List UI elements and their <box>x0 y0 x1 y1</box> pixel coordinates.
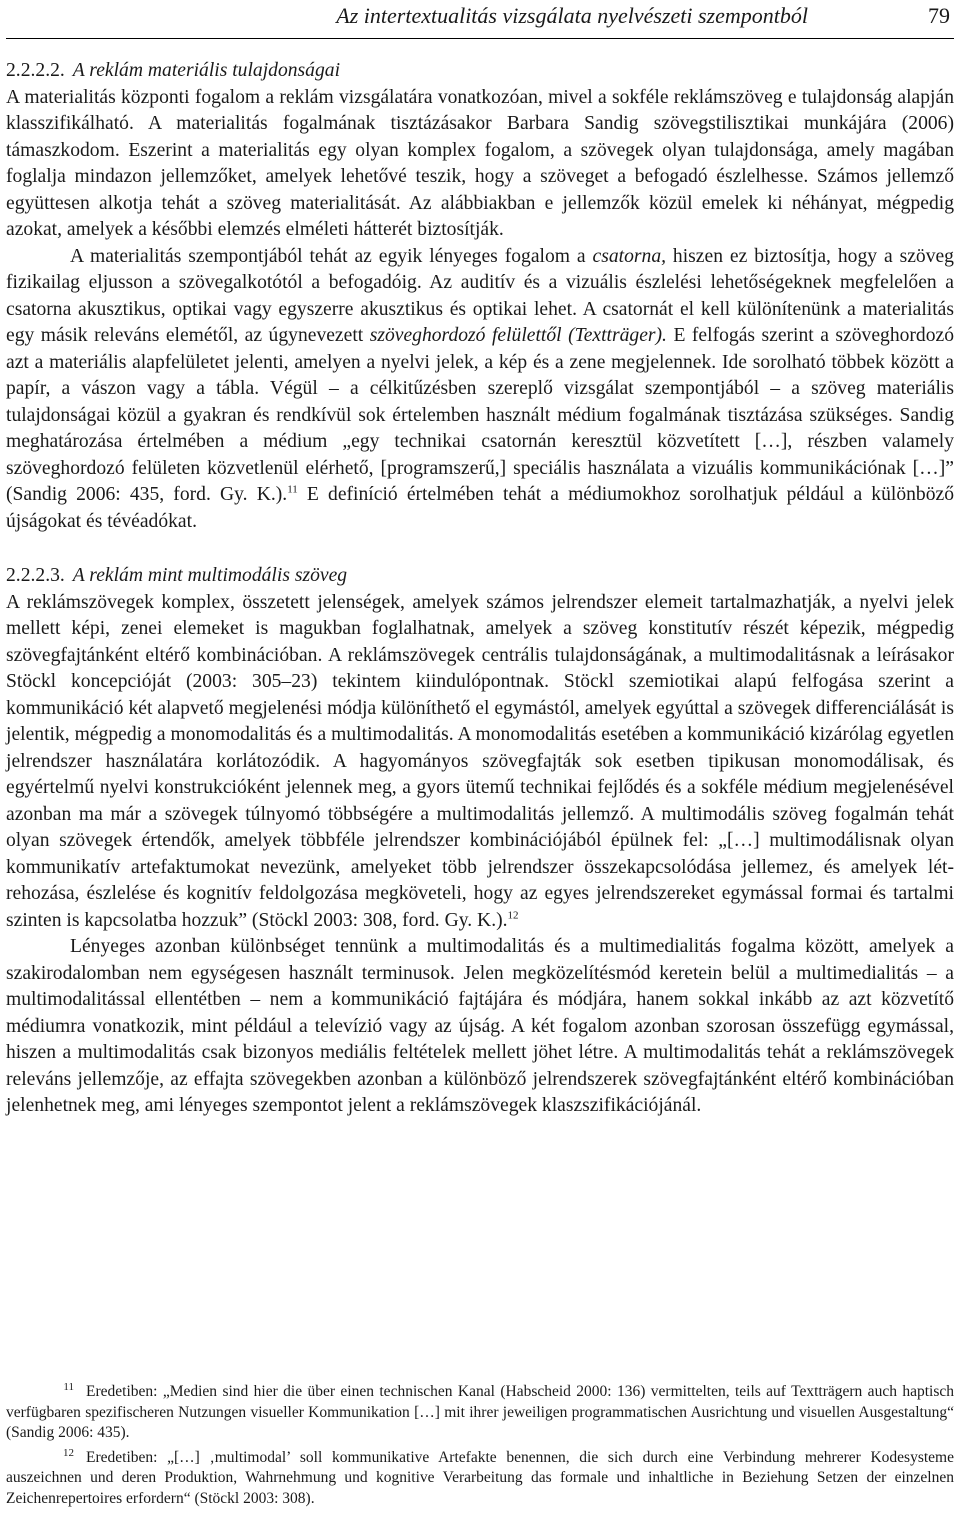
section-heading-multimodalis <box>6 563 954 590</box>
paragraph: Lényeges azonban különbséget tennünk a multimodalitás és a multimedialitás fogalma között, amelyek a szakirodalomban nem egységesen használt terminusok. Jelen megközelítésmód keretein belül a multimedialitás – a multimodalitással ellentétben – nem a kommunikáció fajtájára és módjára, hanem sokkal inkább az azt közvetítő médiumra vonatkozik, mint például a televízió vagy az újság. A két fogalom azonban szorosan összefügg egymással, hiszen a multimodalitás csak bizonyos mediális feltételek mellett jöhet létre. A multimodalitás tehát a reklámszövegek releváns jellemzője, az effajta szövegekben azonban a különböző jelrendszerek szövegfajtánként eltérő kombinációban jelenhetnek meg, ami lényeges szempontot jelent a reklámszövegek klaszszifikációjánál. <box>6 936 954 1116</box>
paragraph-text: E definíció értelmében tehát a médiumokhoz sorolhatjuk például a különböző újságokat és tévéadókat. <box>6 484 954 532</box>
header-rule <box>6 38 954 39</box>
footnote-marker: 12 <box>63 1446 74 1459</box>
footnotes <box>6 1382 954 1513</box>
footnote-marker: 11 <box>63 1380 74 1393</box>
footnote-11 <box>6 1382 954 1444</box>
page-number: 79 <box>928 3 950 28</box>
main-text <box>6 58 954 1120</box>
running-title: Az intertextualitás vizsgálata nyelvészeti szempontból <box>336 3 808 28</box>
section-heading-materialis <box>6 58 954 85</box>
footnote-ref-11[interactable]: 11 <box>287 483 298 496</box>
footnote-ref-12[interactable]: 12 <box>507 908 519 921</box>
section-title: A reklám mint multimodális szöveg <box>72 565 348 586</box>
italic-term: szöveghordozó felülettől (Textträger). <box>369 325 667 346</box>
paragraph-text: hiszen ez biztosítja, hogy a szöveg fizikailag eljusson a szövegalkotótól a befogadóig. Az auditív és a vizuális észlelési lehetőségeknek megfelelően a csatorna akusztikus, optikai vagy egyszerre akusztikus és optikai lehet. A csatornát el kell különítenünk a materialitás egy másik releváns elemétől, az úgynevezett <box>6 245 954 346</box>
paragraph-text: A reklámszövegek komplex, összetett jelenségek, amelyek számos jelrendszer elemeit tartalmazhatják, a nyelvi jelek mellett képi, zenei elemeket is magukban foglalhatnak, amelyek a szöveg konstitutív részét képezik, mégpedig szövegfajtánként eltérő kombinációban. A reklámszövegek centrális tulajdonságának, a multimodalitásnak a leírásakor Stöckl koncepcióját (2003: 305–23) tekintem kiindulópontnak. Stöckl szemiotikai alapú felfogása szerint a kommunikáció két alapvető megjelenési módja különíthető el egymástól, amelyek egyúttal a szövegek differenciálását is jelentik, mégpedig a monomodalitás és a multimodalitás. A monomodalitás esetében a kommunikáció kizárólag egyetlen jelrendszer használatára korlátozódik. A hagyományos szövegfajták sok esetben tipikusan monomodálisak, és egyértelmű nyelvi konstrukcióként jelennek meg, a gyors ütemű technikai fejlődés és a sokféle médium megjelenésével azonban ma már a szövegek túlnyomó többségére a multimodalitás jellemző. A multimodális szöveg fogalmán tehát olyan szövegek értendők, amelyek többféle jelrendszer kombinációjából épülnek fel: „[…] multimodálisnak olyan kommunikatív artefaktumokat nevezünk, amelyeket több jelrendszer összekapcsolódása jellemez, és amelyek létrehozása, észlelése és kognitív feldolgozása megköveteli, hogy az egyes jelrendszereket egymással formai és tartalmi szinten is kapcsolatba hozzuk” (Stöckl 2003: 308, ford. Gy. K.). <box>6 591 954 931</box>
paragraph-text: A materialitás szempontjából tehát az egyik lényeges fogalom a <box>70 245 593 267</box>
paragraph <box>6 590 954 935</box>
paragraph <box>6 85 954 244</box>
page-header <box>0 0 960 40</box>
section-number: 2.2.2.2. <box>6 60 65 81</box>
paragraph <box>6 244 954 536</box>
footnote-text: Eredetiben: „Medien sind hier die über einen technischen Kanal (Habscheid 2000: 136) vermittelten, teils auf Textträgern auch haptisch verfügbaren spezifischeren Nutzungen visueller Kommunikation […] mit ihrer jeweiligen programmatischen Ausrichtung und visuellen Ausgestaltung“ (Sandig 2006: 435). <box>6 1383 954 1441</box>
section-title: A reklám materiális tulajdonságai <box>72 60 341 81</box>
section-gap <box>6 535 954 563</box>
italic-term: csatorna, <box>592 245 667 267</box>
section-number: 2.2.2.3. <box>6 565 65 586</box>
footnote-text: Eredetiben: „[…] ‚multimodal’ soll kommunikative Artefakte benennen, die sich durch eine Verbindung mehrerer Kodesysteme auszeichnen und deren Produktion, Wahrnehmung und kognitive Verarbeitung das formale und inhaltliche in Beziehung Setzen der einzelnen Zeichenrepertoires erfordern“ (Stöckl 2003: 308). <box>6 1448 954 1507</box>
paragraph-text: A materialitás központi fogalom a reklám vizsgálatára vonatkozóan, mivel a sokféle reklámszöveg e tulajdonság alapján klasszifikálható. A materialitás fogalmának tisztázásakor Barbara Sandig szövegstilisztikai munkájára (2006) támaszkodom. Eszerint a materialitás egy olyan komplex fogalom, a szövegek olyan tulajdonsága, amely magában foglalja mindazon jellemzőket, amelyek lehetővé teszik, hogy a szöveget a befogadó észlelhesse. Számos jellemző együttesen alkotja tehát a szöveg materialitását. Az alábbiakban e jellemzők közül emelek ki néhányat, mégpedig azokat, amelyek a későbbi elemzés elméleti hátterét biztosítják. <box>6 86 954 240</box>
paragraph-text: E felfogás szerint a szöveghordozó azt a materiális alapfelületet jelenti, amelyen a nyelvi jelek, a kép és a zene megjelennek. Ide sorolható többek között a papír, a vászon vagy a tábla. Végül – a célkitűzésben szereplő vizsgálat szempontjából – a szöveg materiális tulajdonságai közül a gyakran és rendkívül sok értelemben használt médium fogalmának tisztázása szükséges. Sandig meghatározása értelmében a médium „egy technikai csatornán keresztül közvetített […], részben valamely szöveghordozó felületen közvetlenül elérhető, [programszerű,] speciális használata a vizuális kommunikációnak […]” (Sandig 2006: 435, ford. Gy. K.). <box>6 325 955 505</box>
footnote-12 <box>6 1448 954 1510</box>
